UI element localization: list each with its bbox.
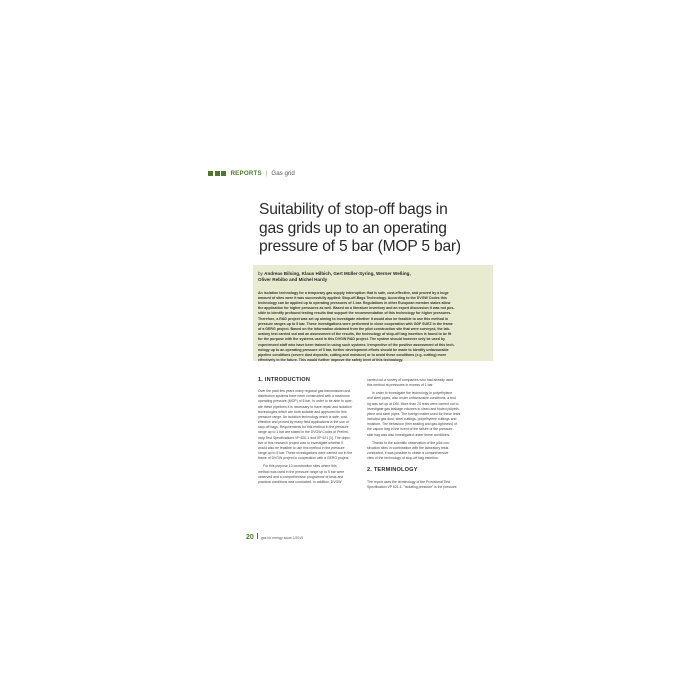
abstract-line: experienced staff who have been trained in using such systems. Irrespective of the positive assessment of this tech- <box>258 342 455 347</box>
abstract-line: of a GERG project. Based on the information obtained from the pilot construction site that were surveyed, the lab- <box>258 327 450 332</box>
abstract-line: oratory test carried out and an assessment of the results, the technology of stop-off bag insertion is found to be fit <box>258 332 452 337</box>
body-line: moisture. The behaviour (firm seating and gas-tightness) of <box>367 422 457 427</box>
body-line: range up to 1 bar are stated in the DVGW Codes of Prelimi- <box>258 430 349 435</box>
body-line: would also be feasible to use this method in the pressure <box>258 445 345 450</box>
header-separator: | <box>265 170 268 177</box>
body-line: tive of this research project was to investigate whether it <box>258 440 344 445</box>
header-section-label: REPORTS <box>230 170 262 177</box>
body-line: operating pressure (MOP) of 5 bar. In order to be able to oper- <box>258 399 353 404</box>
footer-divider <box>257 533 258 539</box>
page-footer <box>246 533 303 541</box>
abstract-line: pipeline conditions (severe dust deposits, cutting and moisture) or to avoid these conditions (e.g. cutting) more <box>258 353 447 358</box>
body-line: rig was set up at DBI. More than 20 tests were carried out to <box>367 401 459 406</box>
body-line: method was used in the pressure range up to 5 bar were <box>258 469 345 474</box>
abstract-line: amount of sites were it was successfully applied: Stop-off-Bags Technology. According to the DVGW Codes this <box>258 295 447 300</box>
abstract-line: technology can be applied up to operating pressures of 1 bar. Regulations in other European member states allow <box>258 301 451 305</box>
section-header <box>208 170 295 177</box>
body-line: stop-off bags. Requirements for this method in the pressure <box>258 425 349 430</box>
body-line: view of the technology of stop-off bag insertion. <box>367 456 439 461</box>
body-line: The report uses the terminology of the Provisional Test <box>367 479 451 484</box>
header-topic: Gas grid <box>271 170 295 177</box>
author-prefix: by <box>258 271 265 276</box>
body-line: range up to 5 bar. These investigations were carried out in the <box>258 451 353 456</box>
body-line: struction sites in combination with the laboratory tests <box>367 445 449 450</box>
abstract-line: nology up to an operating pressure of 5 bar, further development efforts should be made to identify unfavourable <box>258 347 449 352</box>
body-line: the vapour bag in the event of the failure of the pressure- <box>367 427 454 432</box>
body-line: In order to investigate the technology in polyethylene <box>372 391 453 396</box>
page-number: 20 <box>246 534 254 541</box>
body-line: side bag was also investigated under these conditions. <box>367 432 451 437</box>
body-line: effective and proved by many field applications is the use of <box>258 420 349 425</box>
body-line: pressure range. An isolation technology which is safe, cost- <box>258 414 349 419</box>
body-line: and steel pipes, also under unfavourable conditions, a test <box>367 396 456 401</box>
body-line: ylene and steel pipes. The foreign matter used for these tests <box>367 411 461 416</box>
abstract-box <box>253 265 493 361</box>
author-line: Andreas Bilsing, Klaus Hilbich, Gert Müller-Syring, Werner Weßing, <box>264 271 411 276</box>
abstract-line: pressure ranges up to 5 bar. These investigations were performed in close cooperation with GDF SUEZ in the frame <box>258 321 453 326</box>
abstract-line: An isolation technology for a temporary gas supply interruption that is safe, cost-effective, and proved by a huge <box>258 290 449 295</box>
header-square-icon <box>215 171 220 176</box>
title-line: Suitability of stop-off bags in <box>259 201 448 218</box>
body-line: included gas dust, steel cuttings, polyethylene cuttings and <box>367 417 457 422</box>
body-line: carried out a survey of companies who had already used <box>367 378 454 382</box>
abstract-line: effectively in the future. This would further improve the safety level of this technology. <box>258 358 404 363</box>
body-line: observed and a comprehensive programme of tests and <box>258 474 344 479</box>
author-list <box>258 271 493 284</box>
body-column-left <box>258 378 363 485</box>
body-column-right <box>367 378 475 490</box>
body-line: technologies which are both suitable and approved for this <box>258 409 347 414</box>
body-line: practical conditions was conducted. In addition, DVGW <box>258 479 342 484</box>
body-line: investigate gas leakage volumes in clean and fouled polyeth- <box>367 406 460 411</box>
publication-name: gas for energy Issue 1/2015 <box>260 536 304 540</box>
body-line: nary Test Specifications VP 620-1 and VP 621 [1]. The objec- <box>258 435 351 440</box>
title-line: pressure of 5 bar (MOP 5 bar) <box>259 238 461 256</box>
body-line: Specification VP 621-1. "Isolating pressure" is the pressure <box>367 484 457 489</box>
body-line: For this purpose 10 construction sites where this <box>263 464 337 469</box>
abstract-line: for the purpose with the systems used in this DVGW R&D project. The system should however only be used by <box>258 337 446 342</box>
abstract-text <box>258 291 490 364</box>
body-line: distribution systems have been constructed with a maximum <box>258 394 350 399</box>
header-square-icon <box>208 171 213 176</box>
body-line: Thanks to the scientific observation of the pilot con- <box>372 440 451 445</box>
article-title <box>259 201 499 257</box>
body-line: Over the past few years many regional gas transmission and <box>258 389 351 394</box>
abstract-line: sible to identify profound testing results that support the recommendation of this technology for higher pressures. <box>258 311 452 316</box>
section-heading-terminology: 2. TERMINOLOGY <box>367 467 418 474</box>
author-line: Oliver Rebibo and Michel Hardy <box>258 277 328 283</box>
body-line: ate these pipelines it is necessary to have repair and isolation <box>258 404 352 409</box>
header-square-icon <box>221 171 226 176</box>
body-line: this method at pressures in excess of 1 bar. <box>367 383 434 388</box>
title-line: gas grids up to an operating <box>259 219 447 237</box>
section-heading-introduction: 1. INTRODUCTION <box>258 377 311 383</box>
abstract-line: the application for higher pressures as well. Based on a literature inventory and an expert discussion it was not pos- <box>258 306 455 311</box>
abstract-line: Therefore, a R&D project was set up aiming to investigate whether it would also be feasible to use this method in <box>258 316 449 321</box>
body-line: conducted, it was possible to obtain a comprehensive <box>367 451 449 456</box>
body-line: frame of DVGW project in cooperation with a GERG project. <box>258 456 350 461</box>
